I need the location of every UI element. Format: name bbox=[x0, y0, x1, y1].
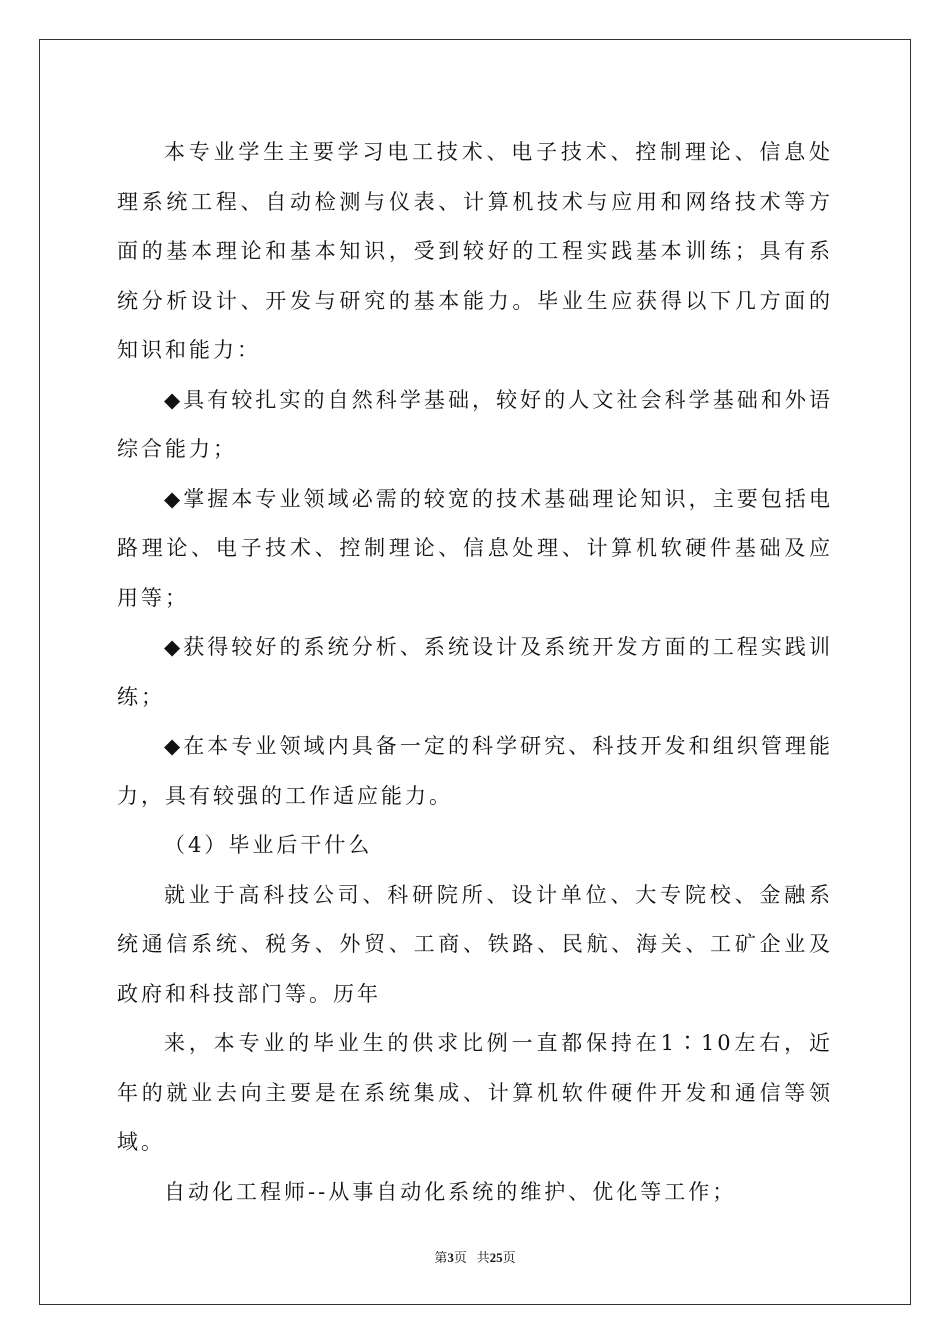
page-suffix: 页 bbox=[453, 1250, 467, 1265]
paragraph-job-role: 自动化工程师--从事自动化系统的维护、优化等工作； bbox=[164, 1179, 737, 1204]
page-footer bbox=[0, 1247, 950, 1266]
page-number: 3 bbox=[447, 1250, 454, 1265]
paragraph-ability-4: ◆在本专业领域内具备一定的科学研究、科技开发和组织管理能力，具有较强的工作适应能力。 bbox=[117, 734, 833, 808]
total-pages: 25 bbox=[489, 1250, 503, 1265]
total-prefix: 共 bbox=[476, 1250, 490, 1265]
paragraph-employment: 就业于高科技公司、科研院所、设计单位、大专院校、金融系统通信系统、税务、外贸、工商、铁路、民航、海关、工矿企业及政府和科技部门等。历年 bbox=[117, 882, 833, 1006]
page-prefix: 第 bbox=[434, 1250, 448, 1265]
total-suffix: 页 bbox=[502, 1250, 516, 1265]
paragraph-ability-2: ◆掌握本专业领域必需的较宽的技术基础理论知识，主要包括电路理论、电子技术、控制理论、信息处理、计算机软硬件基础及应用等； bbox=[117, 486, 833, 610]
paragraph-curriculum: 本专业学生主要学习电工技术、电子技术、控制理论、信息处理系统工程、自动检测与仪表、计算机技术与应用和网络技术等方面的基本理论和基本知识，受到较好的工程实践基本训练；具有系统分析设计、开发与研究的基本能力。毕业生应获得以下几方面的知识和能力： bbox=[117, 140, 833, 362]
paragraph-ability-1: ◆具有较扎实的自然科学基础，较好的人文社会科学基础和外语综合能力； bbox=[117, 387, 833, 461]
paragraph-supply-demand: 来，本专业的毕业生的供求比例一直都保持在1∶10左右，近年的就业去向主要是在系统集成、计算机软件硬件开发和通信等领域。 bbox=[117, 1031, 833, 1154]
document-body bbox=[117, 128, 833, 1217]
paragraph-ability-3: ◆获得较好的系统分析、系统设计及系统开发方面的工程实践训练； bbox=[117, 635, 833, 709]
section-heading: （4）毕业后干什么 bbox=[164, 833, 373, 857]
